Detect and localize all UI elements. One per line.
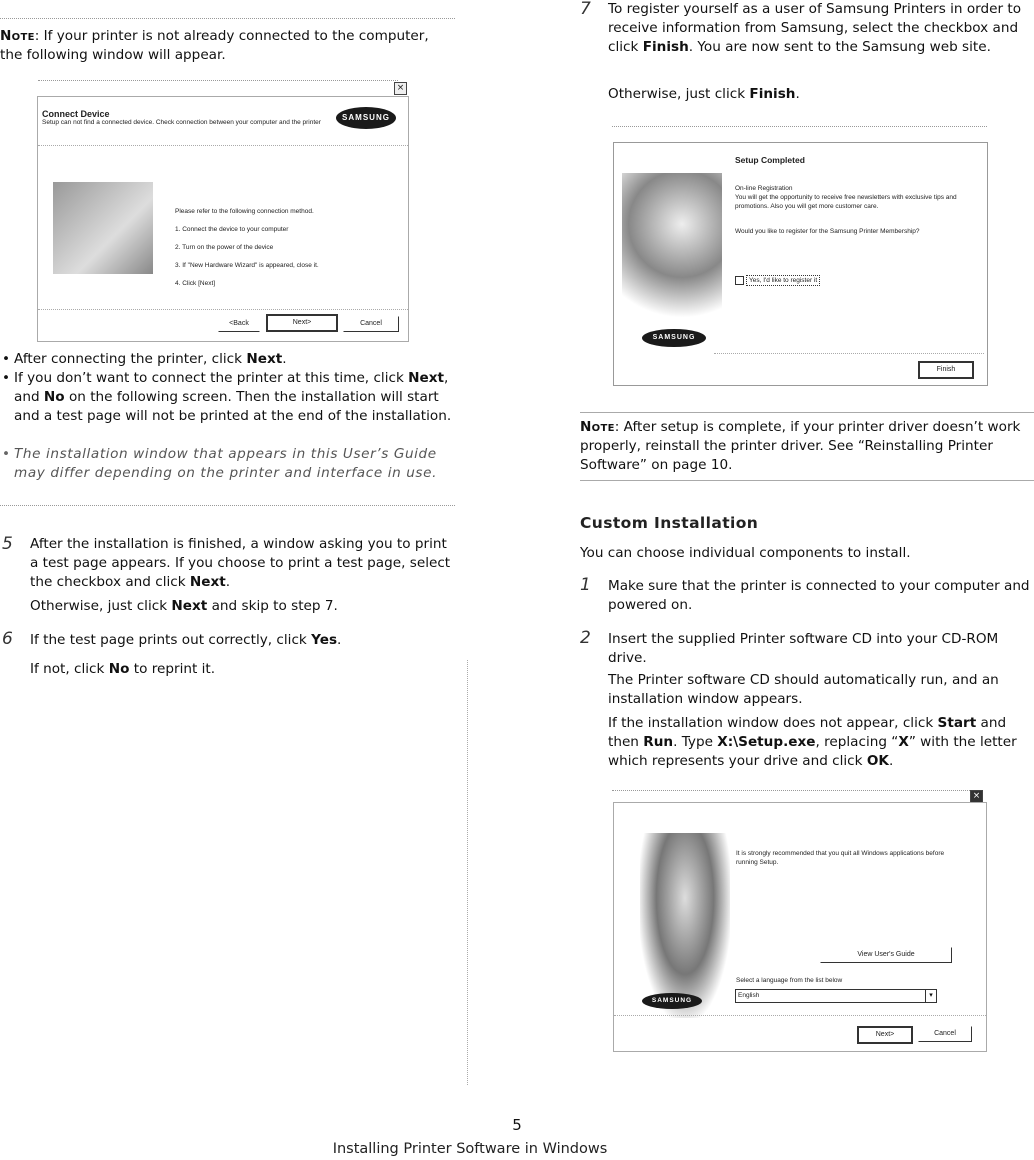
samsung-logo: SAMSUNG [642, 993, 702, 1009]
window-titlebar-dotted [612, 790, 970, 791]
window-title: Setup Completed [735, 155, 805, 165]
section-heading: Custom Installation [580, 514, 759, 532]
note-bottom [580, 418, 1030, 475]
bullet-item: • After connecting the printer, click Next. [2, 351, 287, 367]
language-label: Select a language from the list below [736, 977, 843, 984]
italic-note: The installation window that appears in this User’s Guide may differ depending on the printer and interface in use. [14, 446, 437, 481]
step-number: 6 [2, 629, 13, 649]
section-intro: You can choose individual components to install. [580, 545, 911, 561]
setup-illustration [622, 173, 722, 343]
samsung-logo: SAMSUNG [336, 107, 396, 129]
step-7-text: To register yourself as a user of Samsung Printers in order to receive information from Samsung, select the checkbox and click Finish. You are now sent to the Samsung web site. [608, 1, 1022, 55]
step-number: 2 [580, 628, 591, 648]
note-text: : After setup is complete, if your printer driver doesn’t work properly, reinstall the printer driver. See “Reinstalling Printer Software” on page 10. [580, 419, 1021, 473]
view-users-guide-button[interactable]: View User's Guide [820, 947, 952, 963]
divider [0, 505, 455, 506]
connect-device-window [37, 96, 409, 342]
finish-button[interactable]: Finish [918, 361, 974, 379]
bullet-dot: • [2, 370, 11, 386]
step-number: 7 [580, 0, 591, 19]
window-titlebar-dotted [38, 80, 398, 81]
register-checkbox[interactable] [735, 276, 744, 285]
next-button[interactable]: Next> [266, 314, 338, 332]
instruction-step: 2. Turn on the power of the device [175, 244, 274, 251]
next-button[interactable]: Next> [857, 1026, 913, 1044]
window-subtitle: Setup can not find a connected device. Check connection between your computer and the printer [42, 119, 321, 126]
bullet-dot: • [2, 351, 11, 367]
instruction-step: 4. Click [Next] [175, 280, 216, 287]
window-divider [38, 145, 408, 146]
custom-step-1: Make sure that the printer is connected to your computer and powered on. [608, 578, 1030, 613]
recommendation-message: It is strongly recommended that you quit all Windows applications before running Setup. [736, 850, 945, 866]
note-text: : If your printer is not already connected to the computer, the following window will appear. [0, 28, 429, 63]
language-value: English [738, 992, 760, 999]
step-number: 1 [580, 575, 591, 595]
back-button[interactable]: <Back [218, 316, 260, 332]
custom-step-2-p2: The Printer software CD should automatically run, and an installation window appears. [608, 672, 999, 707]
column-divider [467, 660, 468, 1085]
bullet-item: • If you don’t want to connect the printer at this time, click Next, and No on the following screen. Then the installation will start and a test page will not be printed at the end of the installation. [2, 370, 452, 424]
registration-title: On-line Registration [735, 185, 793, 192]
page-number: 5 [512, 1116, 522, 1134]
printer-connection-illustration [53, 182, 153, 274]
window-divider [714, 353, 984, 354]
window-titlebar-dotted [612, 126, 987, 127]
setup-completed-window [613, 142, 988, 386]
chevron-down-icon[interactable]: ▾ [925, 990, 936, 1002]
note-label: Note [0, 28, 35, 44]
step-6-ifnot: If not, click No to reprint it. [30, 661, 216, 677]
divider [0, 18, 455, 19]
setup-illustration [640, 833, 730, 1018]
custom-step-2-p3: If the installation window does not appear, click Start and then Run. Type X:\Setup.exe, replacing “X” with the letter which represents your drive and click OK. [608, 715, 1017, 769]
instruction-step: 3. If "New Hardware Wizard" is appeared, close it. [175, 262, 319, 269]
instruction-step: 1. Connect the device to your computer [175, 226, 289, 233]
window-divider [38, 309, 408, 310]
divider [580, 412, 1034, 413]
setup-launcher-window [613, 802, 987, 1052]
cancel-button[interactable]: Cancel [343, 316, 399, 332]
instructions-title: Please refer to the following connection method. [175, 208, 314, 215]
register-checkbox-label[interactable]: Yes, I'd like to register it [746, 275, 820, 286]
step-6-text: If the test page prints out correctly, click Yes. [30, 632, 342, 648]
window-title: Connect Device [42, 109, 110, 119]
note-label: Note [580, 419, 615, 435]
step-5-otherwise: Otherwise, just click Next and skip to step 7. [30, 598, 338, 614]
custom-step-2: Insert the supplied Printer software CD into your CD-ROM drive. [608, 631, 999, 666]
registration-text: You will get the opportunity to receive free newsletters with exclusive tips and promotions. Also you will get more customer care. [735, 194, 957, 210]
note-top [0, 27, 450, 65]
close-icon[interactable]: × [970, 790, 983, 803]
cancel-button[interactable]: Cancel [918, 1026, 972, 1042]
registration-question: Would you like to register for the Samsung Printer Membership? [735, 228, 920, 235]
footer-title: Installing Printer Software in Windows [332, 1141, 608, 1157]
bullet-dot: • [2, 446, 11, 462]
language-select[interactable] [735, 989, 937, 1003]
step-number: 5 [2, 534, 13, 554]
close-icon[interactable]: × [394, 82, 407, 95]
step-5-text: After the installation is finished, a window asking you to print a test page appears. If you choose to print a test page, select the checkbox and click Next. [30, 536, 451, 590]
window-divider [614, 1015, 986, 1016]
bullet-item-italic [0, 445, 460, 502]
step-7-otherwise: Otherwise, just click Finish. [608, 86, 800, 102]
divider [580, 480, 1034, 481]
samsung-logo: SAMSUNG [642, 329, 706, 347]
